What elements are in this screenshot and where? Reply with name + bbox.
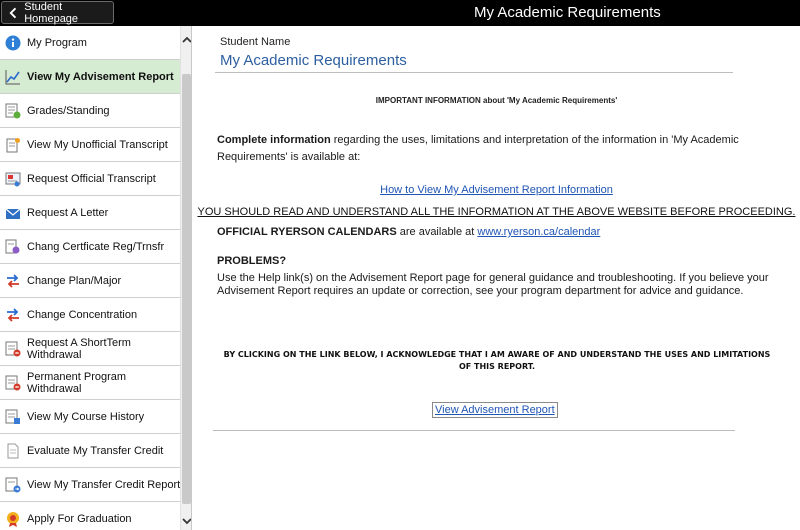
student-name-label: Student Name <box>220 36 291 48</box>
main-content <box>193 26 800 530</box>
bottom-divider <box>213 430 735 431</box>
view-advisement-report-link[interactable]: View Advisement Report <box>432 402 558 418</box>
sidebar-scrollbar[interactable] <box>180 26 192 530</box>
read-warning: YOU SHOULD READ AND UNDERSTAND ALL THE INFORMATION AT THE ABOVE WEBSITE BEFORE PROCEEDING. <box>197 206 796 218</box>
sidebar-item-unofficial-transcript[interactable] <box>0 128 181 162</box>
sidebar-item-label: Evaluate My Transfer Credit <box>27 444 164 457</box>
sidebar-item-grades-standing[interactable] <box>0 94 181 128</box>
sidebar-item-label: Request A Letter <box>27 206 109 219</box>
chevron-up-icon[interactable] <box>181 34 192 46</box>
document-icon <box>5 443 21 459</box>
sidebar-scroll-thumb[interactable] <box>182 74 191 504</box>
sidebar-item-request-official-transcript[interactable] <box>0 162 181 196</box>
chevron-left-icon <box>8 7 19 19</box>
withdrawal-icon <box>5 341 21 357</box>
sidebar-item-transfer-credit-report[interactable] <box>0 468 181 502</box>
sidebar-item-label: Change Plan/Major <box>27 274 122 287</box>
calendars-bold: OFFICIAL RYERSON CALENDARS <box>217 226 397 238</box>
official-transcript-icon <box>5 171 21 187</box>
chevron-down-icon[interactable] <box>181 516 192 526</box>
sidebar-item-label: View My Course History <box>27 410 145 423</box>
sidebar-item-label: View My Transfer Credit Report <box>27 478 181 491</box>
calendar-link[interactable]: www.ryerson.ca/calendar <box>477 226 601 238</box>
info-icon <box>5 35 21 51</box>
sidebar-item-change-plan-major[interactable] <box>0 264 181 298</box>
sidebar <box>0 26 192 530</box>
certificate-icon <box>5 239 21 255</box>
sidebar-item-label: My Program <box>27 36 87 49</box>
sidebar-item-course-history[interactable] <box>0 400 181 434</box>
calendars-text: are available at <box>396 226 478 238</box>
sidebar-item-label: Request A ShortTerm Withdrawal <box>27 336 131 361</box>
problems-heading: PROBLEMS? <box>217 255 287 267</box>
title-divider <box>215 72 733 73</box>
chart-line-icon <box>5 69 21 85</box>
transfer-report-icon <box>5 477 21 493</box>
complete-info-bold: Complete information <box>217 134 331 146</box>
sidebar-item-shortterm-withdrawal[interactable] <box>0 332 181 366</box>
problems-paragraph: Use the Help link(s) on the Advisement Report page for general guidance and troubleshooting. If you believe your Advisement Report requires an update or correction, see your program department for advice and guidance. <box>217 272 769 297</box>
student-homepage-button[interactable] <box>1 1 114 24</box>
course-history-icon <box>5 409 21 425</box>
sidebar-item-view-advisement-report[interactable] <box>0 60 181 94</box>
sidebar-item-label: Permanent Program Withdrawal <box>27 370 127 395</box>
complete-info-paragraph <box>217 132 772 166</box>
graduation-icon <box>5 511 21 527</box>
sidebar-item-change-certificate[interactable] <box>0 230 181 264</box>
sidebar-item-label: Chang Certficate Reg/Trnsfr <box>27 240 165 253</box>
howto-advisement-link[interactable]: How to View My Advisement Report Information <box>380 184 613 196</box>
sidebar-item-request-letter[interactable] <box>0 196 181 230</box>
grades-icon <box>5 103 21 119</box>
top-header <box>0 0 800 26</box>
sidebar-item-evaluate-transfer-credit[interactable] <box>0 434 181 468</box>
sidebar-nav-list <box>0 26 181 530</box>
important-info-heading: IMPORTANT INFORMATION about 'My Academic Requirements' <box>375 96 618 105</box>
calendars-line <box>217 226 600 238</box>
page-title: My Academic Requirements <box>220 52 407 69</box>
letter-icon <box>5 205 21 221</box>
sidebar-item-label: Change Concentration <box>27 308 138 321</box>
swap-arrows-icon <box>5 307 21 323</box>
swap-arrows-icon <box>5 273 21 289</box>
sidebar-item-change-concentration[interactable] <box>0 298 181 332</box>
sidebar-item-apply-graduation[interactable] <box>0 502 181 530</box>
withdrawal-icon <box>5 375 21 391</box>
acknowledgement-text: BY CLICKING ON THE LINK BELOW, I ACKNOWLEDGE THAT I AM AWARE OF AND UNDERSTAND THE USES AND LIMITATIONS OF THIS REPORT. <box>223 350 771 371</box>
transcript-icon <box>5 137 21 153</box>
sidebar-item-label: View My Unofficial Transcript <box>27 138 168 151</box>
sidebar-item-label: Grades/Standing <box>27 104 110 117</box>
howto-link-row <box>193 184 800 196</box>
back-button-label: Student Homepage <box>24 0 79 25</box>
sidebar-item-label: Apply For Graduation <box>27 512 132 525</box>
sidebar-item-my-program[interactable] <box>0 26 181 60</box>
sidebar-item-permanent-withdrawal[interactable] <box>0 366 181 400</box>
page-header-title: My Academic Requirements <box>474 4 661 21</box>
sidebar-item-label: Request Official Transcript <box>27 172 156 185</box>
complete-info-text: regarding the uses, limitations and interpretation of the information in 'My Academic Requirements' is available at: <box>217 134 739 163</box>
sidebar-item-label: View My Advisement Report <box>27 70 174 83</box>
